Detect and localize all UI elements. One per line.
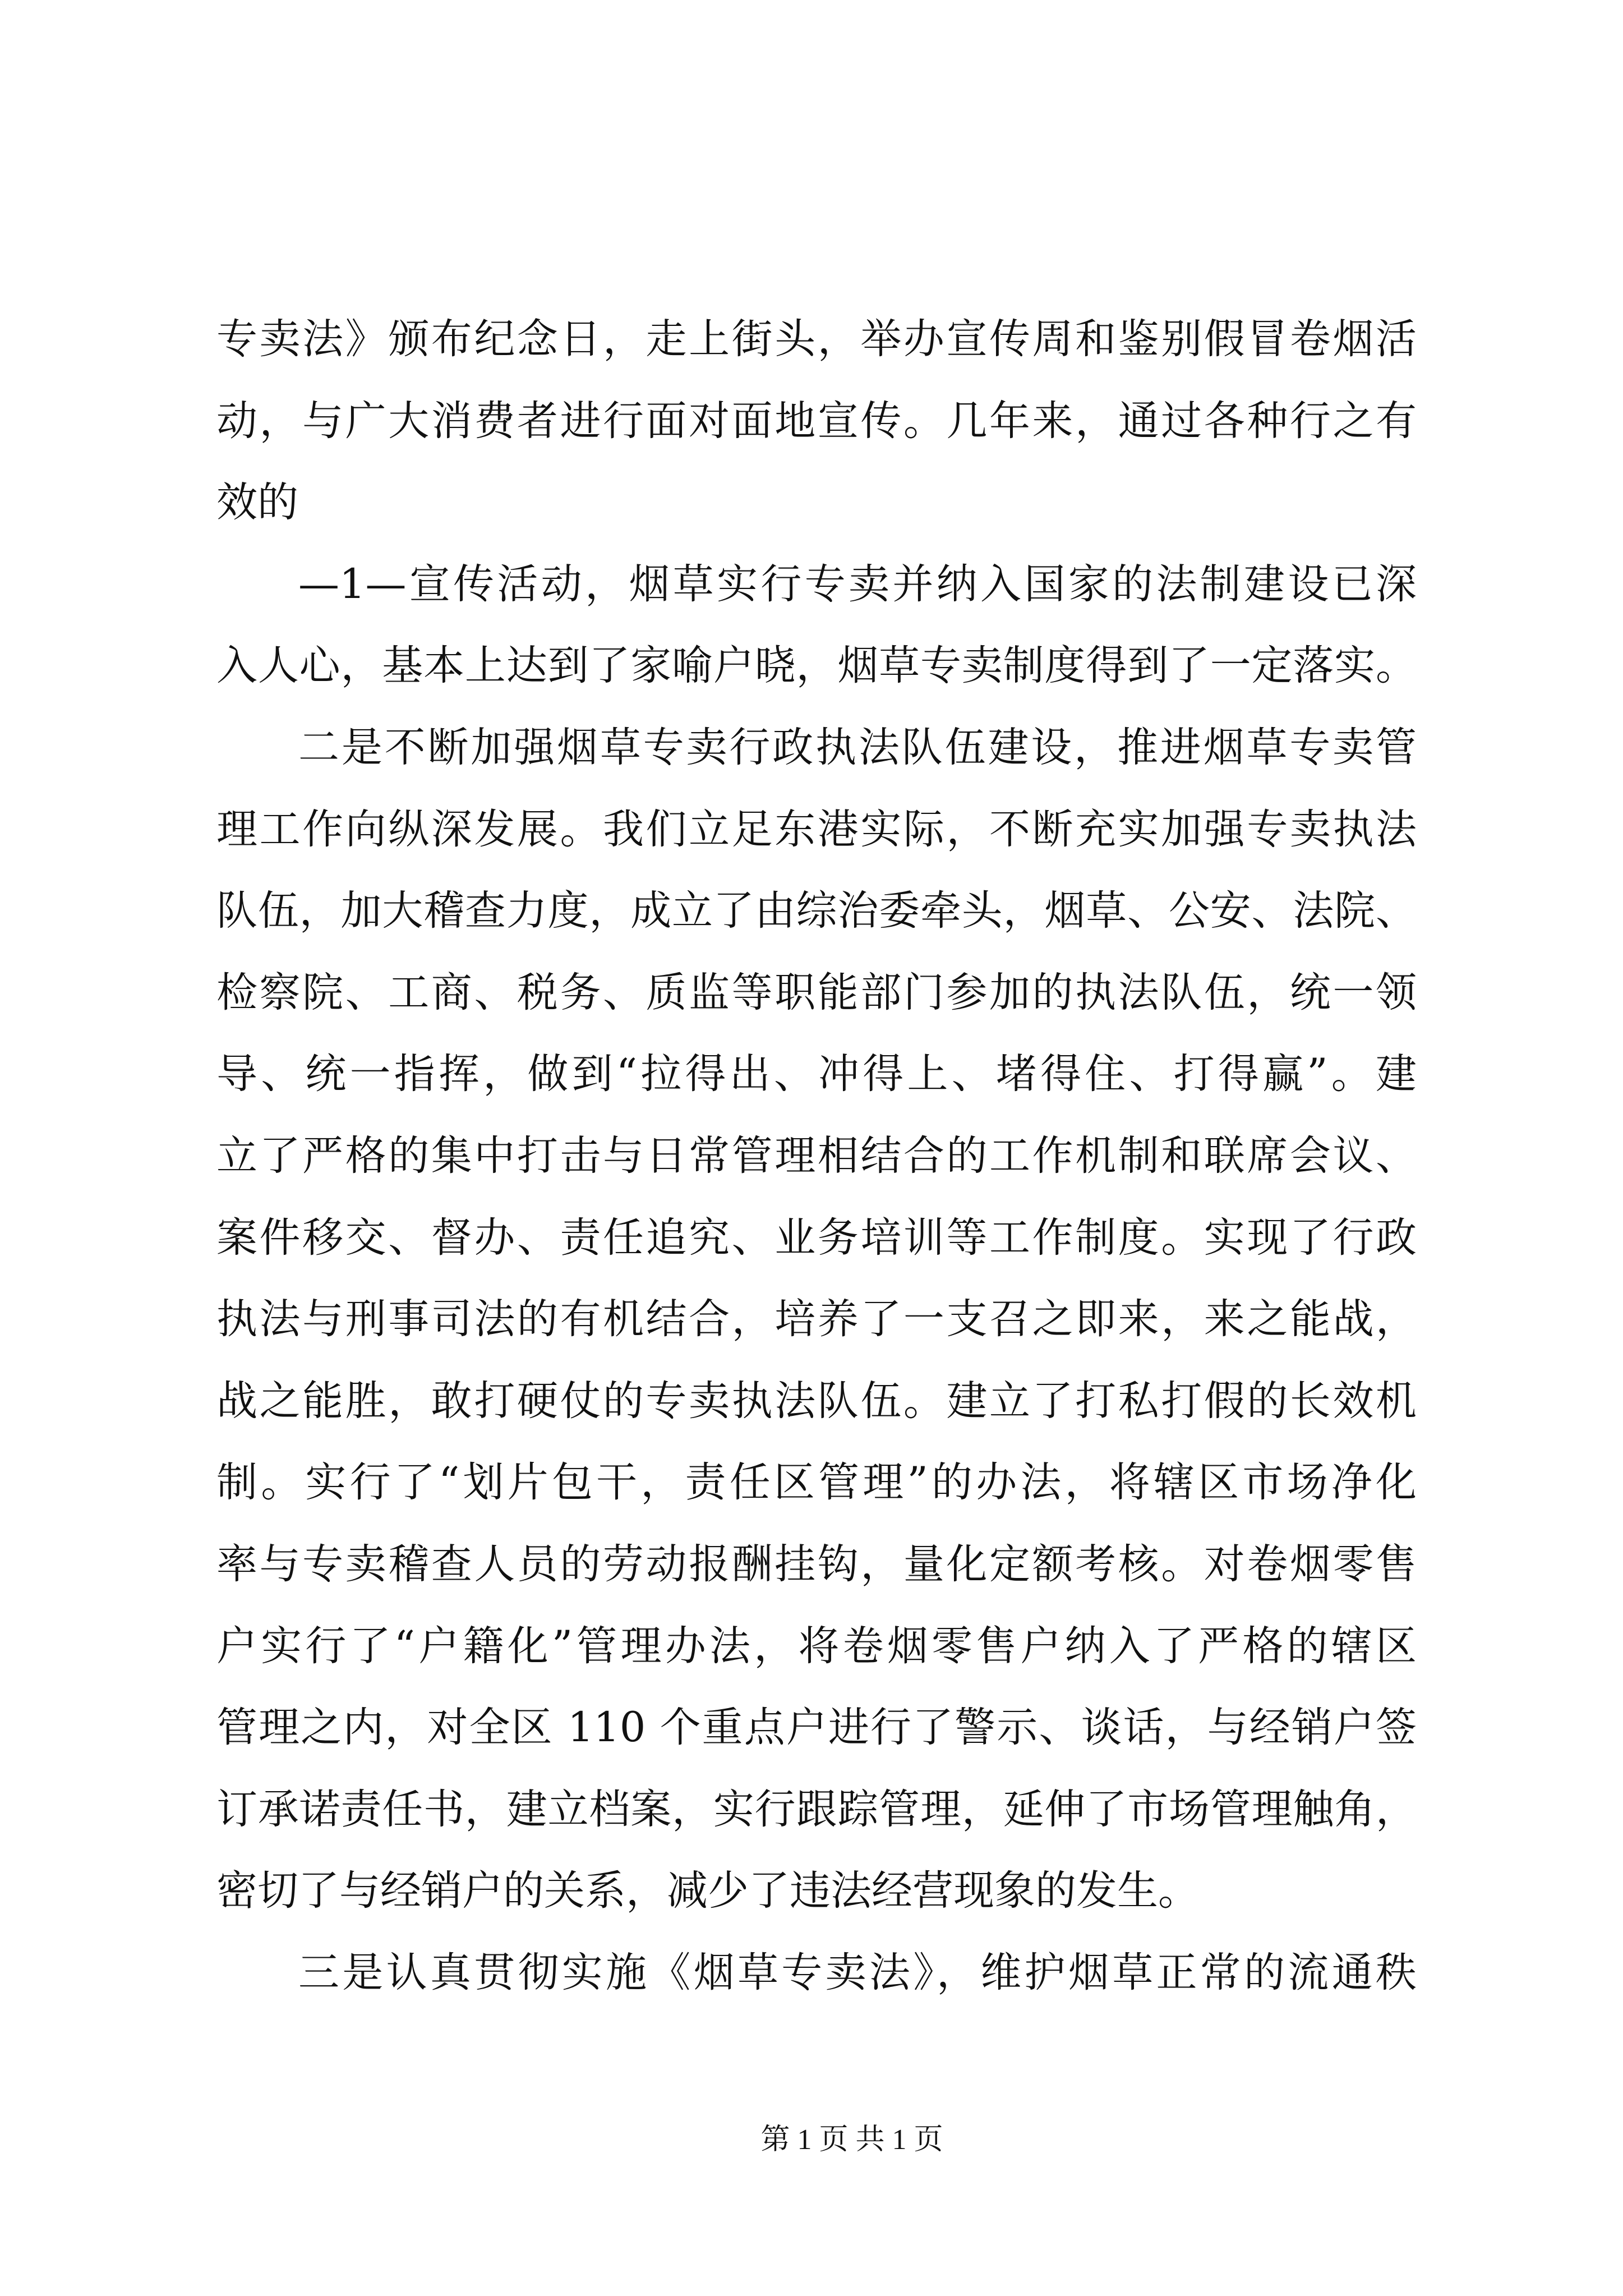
text-line: 动，与广大消费者进行面对面地宣传。几年来，通过各种行之有 [216, 397, 1417, 445]
text-line: 案件移交、督办、责任追究、业务培训等工作制度。实现了行政 [216, 1213, 1417, 1262]
text-line: 入人心，基本上达到了家喻户晓，烟草专卖制度得到了一定落实。 [216, 642, 1417, 690]
text-line: 导、统一指挥，做到“拉得出、冲得上、堵得住、打得赢”。建 [216, 1050, 1417, 1098]
page-number-footer: 第 1 页 共 1 页 [760, 2124, 943, 2156]
text-line: —1—宣传活动，烟草实行专卖并纳入国家的法制建设已深 [298, 560, 1417, 608]
text-line: 检察院、工商、税务、质监等职能部门参加的执法队伍，统一领 [216, 968, 1417, 1016]
text-line: 执法与刑事司法的有机结合，培养了一支召之即来，来之能战， [216, 1295, 1417, 1343]
document-body [216, 298, 1417, 2013]
text-line: 效的 [216, 478, 298, 527]
paragraph [216, 544, 1417, 707]
text-line: 户实行了“户籍化”管理办法，将卷烟零售户纳入了严格的辖区 [216, 1622, 1417, 1670]
paragraph [216, 707, 1417, 1932]
text-line: 率与专卖稽查人员的劳动报酬挂钩，量化定额考核。对卷烟零售 [216, 1540, 1417, 1588]
text-line: 理工作向纵深发展。我们立足东港实际，不断充实加强专卖执法 [216, 805, 1417, 853]
text-line: 二是不断加强烟草专卖行政执法队伍建设，推进烟草专卖管 [298, 723, 1417, 771]
paragraph [216, 1932, 1417, 2014]
text-line: 战之能胜，敢打硬仗的专卖执法队伍。建立了打私打假的长效机 [216, 1377, 1417, 1425]
text-line: 密切了与经销户的关系，减少了违法经营现象的发生。 [216, 1867, 1199, 1915]
text-line: 管理之内，对全区 110 个重点户进行了警示、谈话，与经销户签 [216, 1704, 1417, 1752]
text-line: 三是认真贯彻实施《烟草专卖法》，维护烟草正常的流通秩 [298, 1948, 1417, 1996]
paragraph [216, 298, 1417, 544]
text-line: 制。实行了“划片包干，责任区管理”的办法，将辖区市场净化 [216, 1458, 1417, 1507]
text-line: 队伍，加大稽查力度，成立了由综治委牵头，烟草、公安、法院、 [216, 887, 1417, 935]
text-line: 立了严格的集中打击与日常管理相结合的工作机制和联席会议、 [216, 1131, 1417, 1180]
text-line: 专卖法》颁布纪念日，走上街头，举办宣传周和鉴别假冒卷烟活 [216, 315, 1417, 363]
text-line: 订承诺责任书，建立档案，实行跟踪管理，延伸了市场管理触角， [216, 1785, 1417, 1833]
